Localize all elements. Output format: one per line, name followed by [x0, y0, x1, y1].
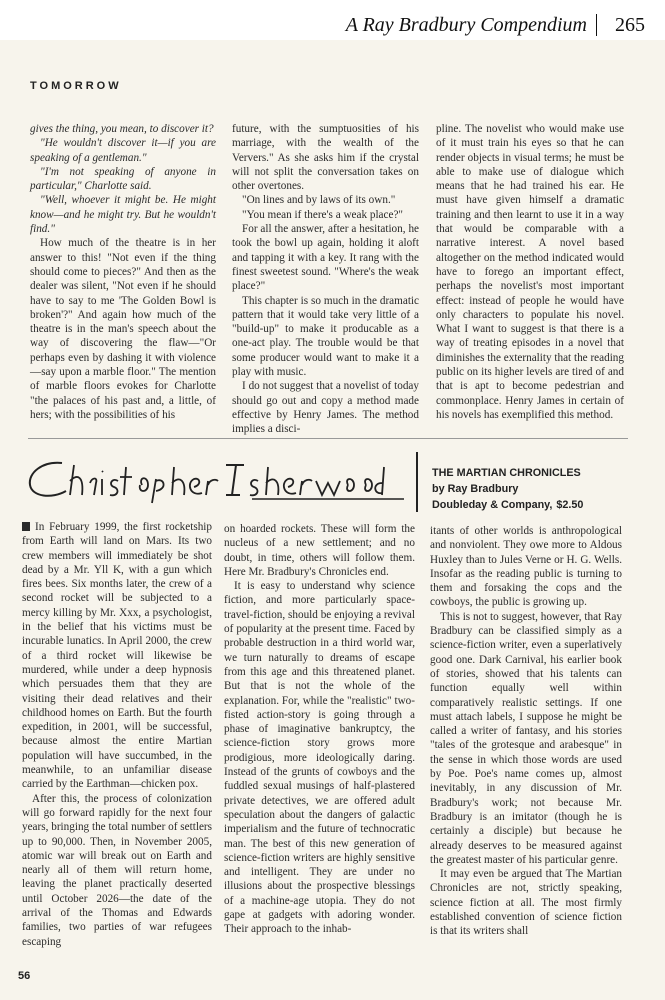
section-label: TOMORROW — [30, 80, 122, 92]
paragraph — [30, 193, 216, 236]
review-divider — [416, 452, 418, 512]
publisher-name: Doubleday & Company, — [432, 499, 553, 511]
paragraph — [30, 236, 216, 422]
paragraph-text: For all the answer, after a hesitation, he took the bowl up again, holding it aloft and tapping it with a key. It rang with the finest sweetest sound. "Where's the weak place?" — [232, 223, 419, 293]
paragraph-text: "I'm not speaking of anyone in particular," Charlotte said. — [30, 165, 216, 193]
paragraph-text: "Well, whoever it might be. He might know—and he might try. But he wouldn't find." — [30, 194, 216, 236]
paragraph-text: "On lines and by laws of its own." — [242, 194, 396, 207]
paragraph — [430, 867, 622, 938]
book-publisher — [432, 499, 583, 511]
page-number: 265 — [615, 14, 645, 36]
isherwood-signature — [22, 455, 407, 507]
paragraph-text: This is not to suggest, however, that Ray Bradbury can be classified simply as a science-fiction writer, even a superlatively good one. Dark Carnival, his earlier book of stories, showed that his talents can function equally well within comparatively realistic settings. If one must attach labels, I suppose he might be called a writer of fantasy, and his stories "tales of the grotesque and arabesque" in the sense in which those words are used by Poe. Poe's name comes up, almost inevitably, in any discussion of Mr. Bradbury's work; not because Mr. Bradbury is an imitator (though he is certainly a disciple) but because he already deserves to be measured against the greatest master of his particular genre. — [430, 610, 622, 866]
paragraph — [436, 122, 624, 422]
book-author: by Ray Bradbury — [432, 483, 519, 495]
paragraph-text: pline. The novelist who would make use of it must train his eyes so that he can render objects in visual terms; he must be able to make use of dialogue which means that he had trained his ear. He must have given himself a dramatic training and then learnt to use it in a way that would be comparable with a narrative interest. A novel based altogether on the method indicated would have to forego an important effect, perhaps the novelist's most important effect: instead of people he would have only characters to populate his novel. What I want to suggest is that there is a way of treating episodes in a novel that diminishes the externality that the reading public on its higher levels are tired of and that is apt to become pedestrian and commonplace. Henry James in certain of his novels has exemplified this method. — [436, 123, 624, 421]
paragraph — [232, 294, 419, 380]
paragraph — [232, 208, 419, 222]
review-column-1 — [22, 520, 212, 949]
paragraph — [232, 379, 419, 436]
paragraph-text: How much of the theatre is in her answer to this! "Not even if the thing should come to pieces?" And then as the dealer was silent, "Not even if he should have to say to me 'The Golden Bowl is broken'?" And again how much of the theatre is in the man's speech about the way of discovering the flaw—"Or perhaps even by dashing it with violence—say upon a marble floor." The mention of marble floors evokes for Charlotte "the palaces of his past and, a little, of hers; with the possibilities of his — [30, 237, 216, 421]
folio: 56 — [18, 970, 31, 982]
paragraph — [30, 165, 216, 194]
review-column-3 — [430, 524, 622, 939]
paragraph-text: This chapter is so much in the dramatic pattern that it would take very little of a "build-up" to make it producable as a one-act play. The trouble would be that some producer would want to make it a play with music. — [232, 294, 419, 379]
top-column-3 — [436, 122, 624, 422]
paragraph — [224, 579, 415, 936]
paragraph-text: After this, the process of colonization will go forward rapidly for the next four years, bringing the total number of settlers up to 90,000. Then, in November 2005, atomic war will break out on Earth and nearly all of them will return home, leaving the planet practically deserted until October 2026—the date of the arrival of the Thomas and Edwards families, two parties of war refugees escaping — [22, 792, 212, 948]
top-column-2 — [232, 122, 419, 437]
paragraph-text: gives the thing, you mean, to discover it? — [30, 123, 214, 135]
paragraph — [430, 610, 622, 867]
paragraph-text: on hoarded rockets. These will form the nucleus of a new settlement; and no doubt, in time, others will follow them. Here Mr. Bradbury's Chronicles end. — [224, 523, 415, 578]
paragraph-text: "You mean if there's a weak place?" — [242, 208, 403, 221]
paragraph — [30, 122, 216, 136]
paragraph-text: In February 1999, the first rocketship from Earth will land on Mars. Its two crew members will immediately be shot dead by a Mr. Yll K, with a gun which fires bees. Six months later, the crew of a second rocket will be subjected to a mercy killing by Mr. Xxx, a psychologist, in the belief that his victims must be incurable lunatics. In April 2000, the crew of a third rocket will likewise be murdered, while under a deep hypnosis which persuades them that they are visiting their dead relatives and their childhood homes on Earth. But the fourth expedition, in 2001, will be successful, because almost the entire Martian population will have succumbed, in the meanwhile, to an unfamiliar disease carried by the Earthman—chicken pox. — [22, 521, 212, 791]
running-title: A Ray Bradbury Compendium — [345, 14, 587, 36]
lead-square-icon — [22, 522, 30, 531]
paragraph-text: I do not suggest that a novelist of today should go out and copy a method made effective by Henry James. The method implies a disci- — [232, 380, 419, 436]
paragraph-text: future, with the sumptuosities of his marriage, with the wealth of the Ververs." As she asks him if the crystal will not split the conversation takes on other overtones. — [232, 123, 419, 193]
section-divider — [28, 438, 628, 439]
paragraph — [22, 792, 212, 949]
paragraph — [232, 122, 419, 193]
book-price: $2.50 — [556, 499, 584, 511]
paragraph-text: It is easy to understand why science fiction, and more particularly space-travel-fiction, should be enjoying a revival of popularity at the present time. Faced by probable destruction in a third world war, we turn naturally to dreams of escape from this age and this threatened planet. But that is not the whole of the explanation. For, while the "realistic" two-fisted action-story is going through a phase of imaginative bankruptcy, the science-fiction story grows more prodigious, more ideologically daring. Instead of the grunts of cowboys and the fuddled sexual musings of half-plastered private detectives, we are offered adult speculation about the dangers of galactic imperialism and the future of technocratic man. The best of this new generation of science-fiction writers are highly sensitive and intelligent. They are under no illusions about the prospective blessings of a machine-age utopia. They do not gape at gadgets with adoring wonder. Their approach to the inhab- — [224, 580, 415, 936]
book-title: THE MARTIAN CHRONICLES — [432, 467, 581, 479]
paragraph-text: itants of other worlds is anthropological and nonviolent. They owe more to Aldous Huxley than to Jules Verne or H. G. Wells. Insofar as the reading public is turning to them and forsaking the cops and the cowboys, the public is growing up. — [430, 525, 622, 609]
paragraph-text: It may even be argued that The Martian Chronicles are not, strictly speaking, science fiction at all. The most firmly established convention of science fiction is that its writers shall — [430, 868, 622, 938]
header-divider — [596, 14, 597, 36]
paragraph — [232, 193, 419, 207]
paragraph — [30, 136, 216, 165]
page-header — [0, 0, 665, 40]
top-column-1 — [30, 122, 216, 422]
paragraph-text: "He wouldn't discover it—if you are speaking of a gentleman." — [30, 137, 216, 164]
paragraph — [430, 524, 622, 610]
paragraph — [22, 520, 212, 792]
review-column-2 — [224, 522, 415, 937]
paragraph — [224, 522, 415, 579]
paragraph — [232, 222, 419, 293]
